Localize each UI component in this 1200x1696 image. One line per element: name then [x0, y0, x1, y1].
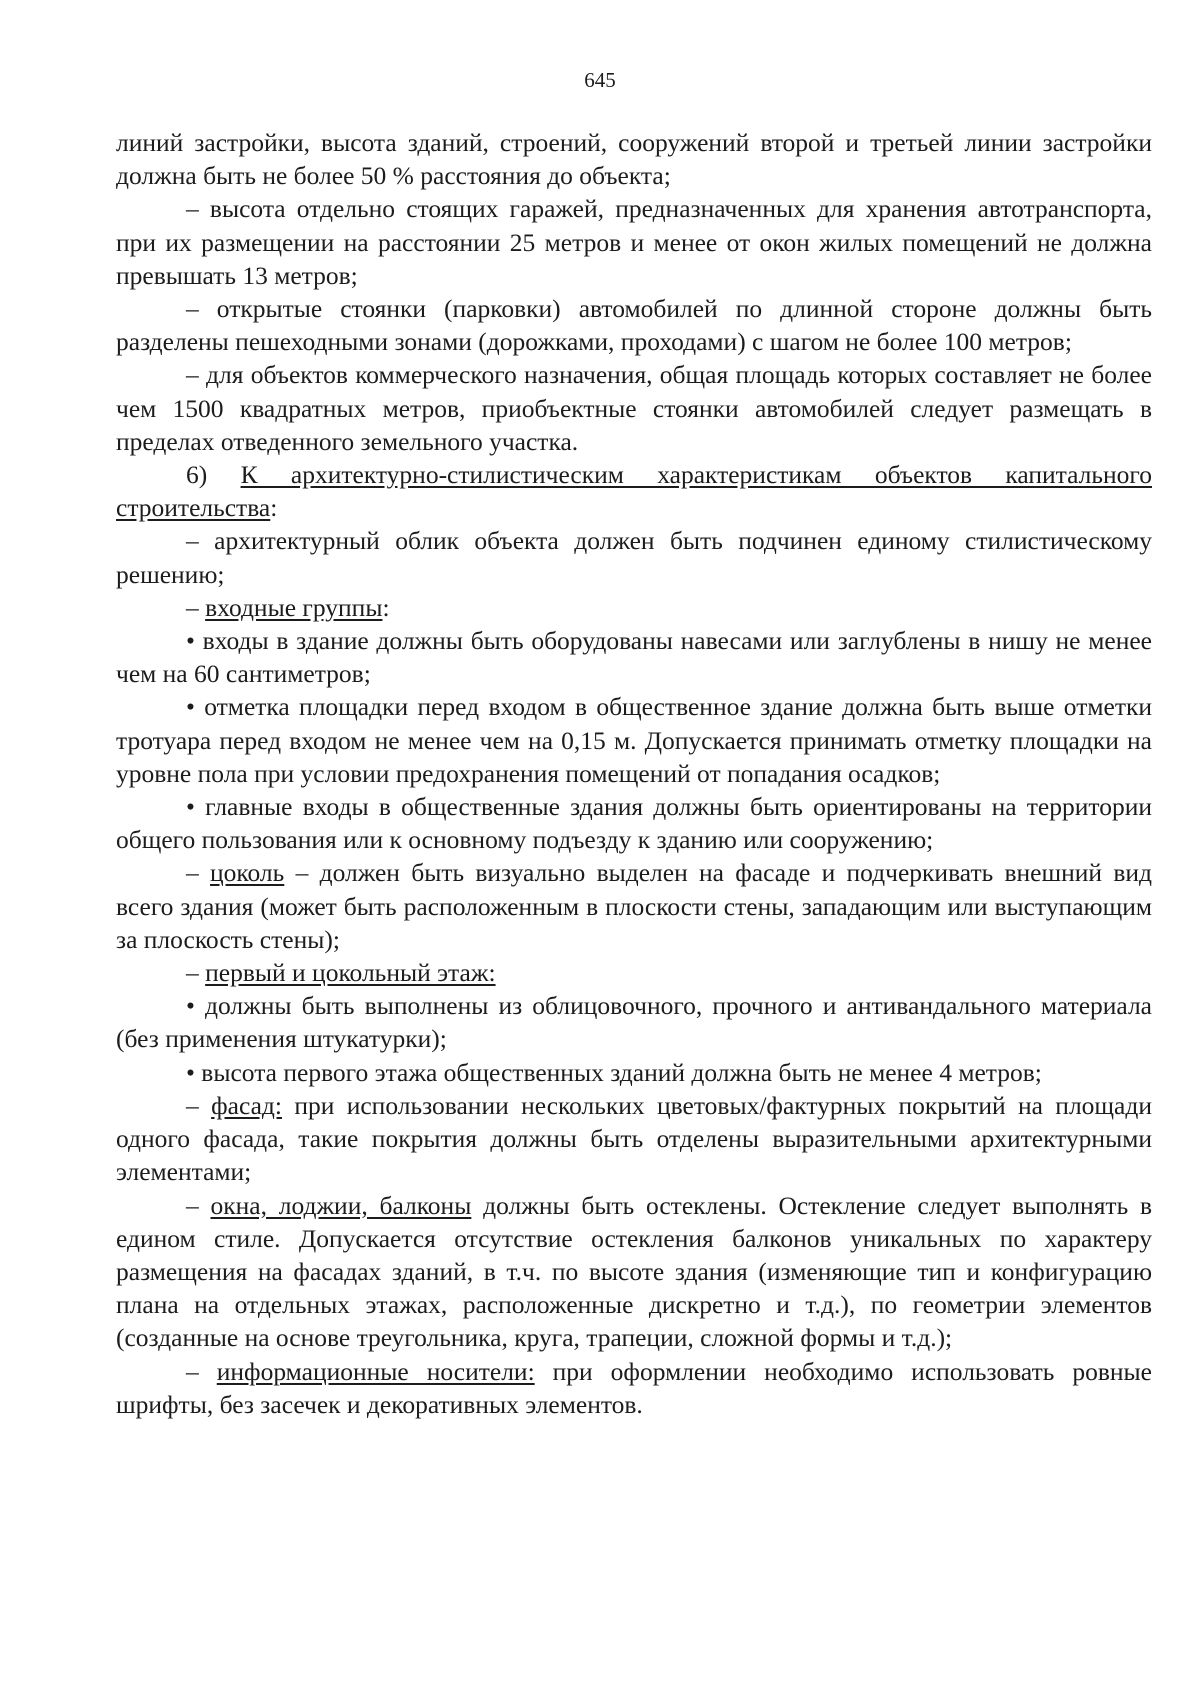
paragraph-text: при оформлении необходимо использовать ровные шрифты, без засечек и декоративных элементов.: [116, 1356, 1152, 1419]
underlined-heading: цоколь: [210, 858, 285, 888]
paragraph: [116, 690, 1152, 790]
paragraph-text: –: [186, 858, 211, 888]
paragraph: [116, 856, 1152, 956]
paragraph-text: линий застройки, высота зданий, строений, сооружений второй и третьей линии застройки должна быть не более 50 % расстояния до объекта;: [116, 128, 1152, 191]
paragraph: [116, 956, 1152, 989]
underlined-heading: фасад:: [211, 1090, 282, 1120]
paragraph-text: • входы в здание должны быть оборудованы навесами или заглублены в нишу не менее чем на 60 сантиметров;: [116, 626, 1152, 689]
paragraph: [116, 192, 1152, 292]
paragraph: [116, 624, 1152, 690]
underlined-heading: информационные носители:: [216, 1356, 535, 1386]
paragraph: [116, 524, 1152, 590]
paragraph-text: • должны быть выполнены из облицовочного, прочного и антивандального материала (без применения штукатурки);: [116, 991, 1152, 1054]
paragraph: [116, 989, 1152, 1055]
paragraph-text: • главные входы в общественные здания должны быть ориентированы на территории общего пользования или к основному подъезду к зданию или сооружению;: [116, 792, 1152, 855]
paragraph-text: – архитектурный облик объекта должен быть подчинен единому стилистическому решению;: [116, 526, 1152, 589]
page-number: 645: [584, 68, 616, 92]
paragraph-text: –: [186, 1190, 211, 1220]
paragraph: [116, 1355, 1152, 1421]
paragraph: [116, 358, 1152, 458]
paragraph: [116, 126, 1152, 192]
paragraph-text: –: [186, 958, 206, 988]
paragraph: [116, 458, 1152, 524]
paragraph-text: –: [186, 592, 206, 622]
paragraph-text: –: [186, 1090, 212, 1120]
paragraph-text: • высота первого этажа общественных зданий должна быть не менее 4 метров;: [186, 1057, 1042, 1087]
paragraph: [116, 1056, 1152, 1089]
paragraph-text: – высота отдельно стоящих гаражей, предназначенных для хранения автотранспорта, при их размещении на расстоянии 25 метров и менее от окон жилых помещений не должна превышать 13 метров;: [116, 194, 1152, 290]
paragraph-text: 6): [186, 460, 241, 490]
paragraph-text: должны быть остеклены. Остекление следует выполнять в едином стиле. Допускается отсутствие остекления балконов уникальных по характеру размещения на фасадах зданий, в т.ч. по высоте здания (изменяющие тип и конфигурацию плана на отдельных этажах, расположенные дискретно и т.д.), по геометрии элементов (созданные на основе треугольника, круга, трапеции, сложной формы и т.д.);: [116, 1190, 1152, 1353]
paragraph-text: :: [382, 592, 390, 622]
paragraph-text: – для объектов коммерческого назначения, общая площадь которых составляет не более чем 1500 квадратных метров, приобъектные стоянки автомобилей следует размещать в пределах отведенного земельного участка.: [116, 360, 1152, 456]
underlined-heading: входные группы: [205, 592, 383, 622]
underlined-heading: К архитектурно-стилистическим характеристикам объектов капитального строительства: [116, 460, 1152, 523]
paragraph: [116, 790, 1152, 856]
paragraph: [116, 1189, 1152, 1355]
underlined-heading: окна, лоджии, балконы: [210, 1190, 472, 1220]
underlined-heading: первый и цокольный этаж:: [205, 958, 496, 988]
paragraph-text: при использовании нескольких цветовых/фактурных покрытий на площади одного фасада, такие покрытия должны быть отделены выразительными архитектурными элементами;: [116, 1090, 1152, 1187]
paragraph: [116, 591, 1152, 624]
paragraph: [116, 1089, 1152, 1189]
paragraph-text: –: [186, 1356, 217, 1386]
paragraph-text: :: [270, 493, 278, 523]
paragraph-text: – должен быть визуально выделен на фасаде и подчеркивать внешний вид всего здания (может быть расположенным в плоскости стены, западающим или выступающим за плоскость стены);: [116, 858, 1152, 954]
paragraph-text: • отметка площадки перед входом в общественное здание должна быть выше отметки тротуара перед входом не менее чем на 0,15 м. Допускается принимать отметку площадки на уровне пола при условии предохранения помещений от попадания осадков;: [116, 692, 1152, 788]
document-body: [116, 126, 1152, 1421]
paragraph-text: – открытые стоянки (парковки) автомобилей по длинной стороне должны быть разделены пешеходными зонами (дорожками, проходами) с шагом не более 100 метров;: [116, 294, 1152, 357]
paragraph: [116, 292, 1152, 358]
